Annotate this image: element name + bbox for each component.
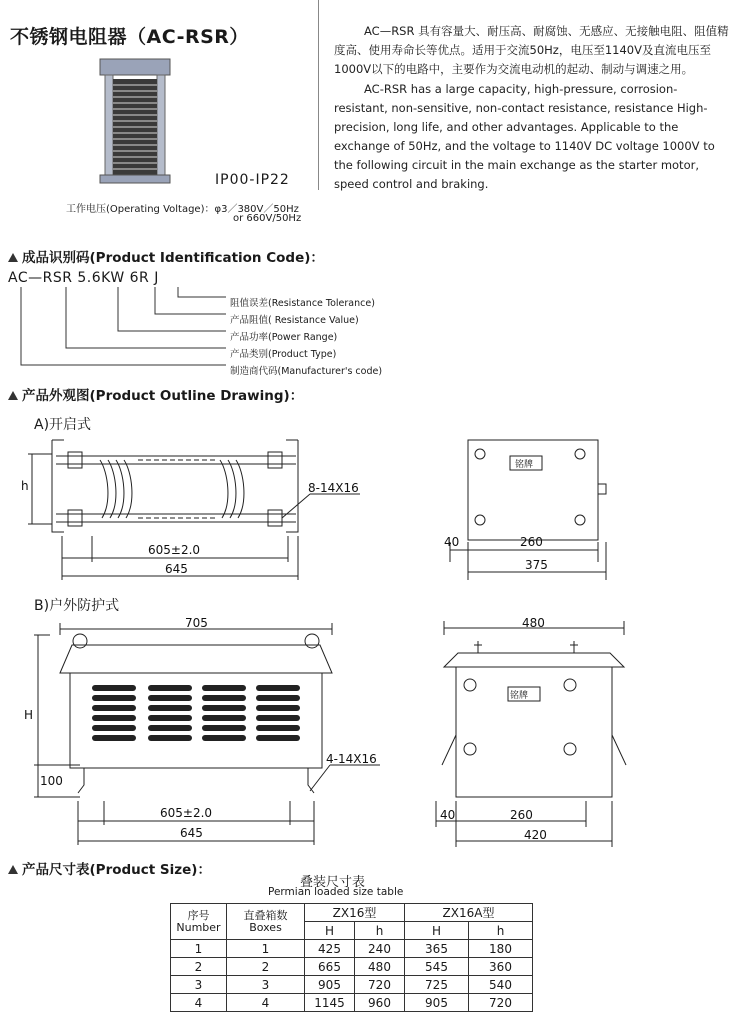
- cell: 725: [405, 976, 469, 994]
- dim-side-40-a: 40: [444, 535, 460, 549]
- label-resistance-value: 产品阻值( Resistance Value): [230, 315, 359, 326]
- table-title-en: Permian loaded size table: [268, 886, 404, 898]
- cell: 1145: [305, 994, 355, 1012]
- description-en: AC-RSR has a large capacity, high-pressure, corrosion-resistant, non-sensitive, non-contact resistance, resistance High-precision, long life, and other advantages. Applicable to the exchange of 50Hz, and the voltage to 1140V DC voltage 1000V to the following circuit in the main exchange as the starter motor, speed control and braking.: [334, 82, 715, 191]
- page-title: 不锈钢电阻器（AC-RSR）: [10, 26, 249, 48]
- dim-side-40-b: 40: [440, 808, 456, 822]
- table-row: [171, 958, 533, 976]
- dim-hole-b: 4-14X16: [326, 752, 377, 766]
- dim-side-260-b: 260: [510, 808, 533, 822]
- header-boxes: 直叠箱数 Boxes: [227, 904, 305, 940]
- cell: 180: [469, 940, 533, 958]
- cell: 4: [227, 994, 305, 1012]
- label-manufacturer-code: 制造商代码(Manufacturer's code): [230, 366, 383, 377]
- dim-h: h: [21, 479, 29, 493]
- cell: 365: [405, 940, 469, 958]
- cell: 360: [469, 958, 533, 976]
- header-h-zx16a: h: [469, 922, 533, 940]
- cell: 905: [305, 976, 355, 994]
- dim-outer-a: 645: [165, 562, 188, 576]
- dim-H: H: [24, 708, 34, 722]
- cell: 1: [227, 940, 305, 958]
- type-b-side-drawing: [430, 615, 630, 850]
- cell: 720: [355, 976, 405, 994]
- triangle-bullet-icon: [8, 865, 18, 874]
- type-b-front-drawing: [20, 615, 390, 850]
- cell: 4: [171, 994, 227, 1012]
- cell: 240: [355, 940, 405, 958]
- product-photo: [95, 55, 175, 185]
- cell: 425: [305, 940, 355, 958]
- cell: 1: [171, 940, 227, 958]
- description-cn: AC—RSR 具有容量大、耐压高、耐腐蚀、无感应、无接触电阻、阻值精度高、使用寿命长等优点。适用于交流50Hz，电压至1140V及直流电压至1000V以下的电路中，主要作为交流电动机的起动、制动与调速之用。: [334, 24, 729, 76]
- cell: 2: [227, 958, 305, 976]
- dim-outer-b: 645: [180, 826, 203, 840]
- header-divider: [318, 0, 319, 190]
- label-power-range: 产品功率(Power Range): [230, 332, 338, 343]
- header-zx16: ZX16型: [305, 904, 405, 922]
- protection-rating: IP00-IP22: [215, 172, 290, 188]
- triangle-bullet-icon: [8, 391, 18, 400]
- label-resistance-tolerance: 阻值误差(Resistance Tolerance): [230, 298, 375, 309]
- triangle-bullet-icon: [8, 253, 18, 262]
- cell: 545: [405, 958, 469, 976]
- identification-code: AC—RSR 5.6KW 6R J: [8, 270, 159, 286]
- type-a-front-drawing: [20, 432, 380, 582]
- nameplate-a: 铭牌: [515, 460, 534, 470]
- dim-side-260-a: 260: [520, 535, 543, 549]
- type-b-label: B)户外防护式: [34, 598, 120, 614]
- dim-inner-a: 605±2.0: [148, 543, 201, 557]
- header-number: 序号 Number: [171, 904, 227, 940]
- dim-inner-b: 605±2.0: [160, 806, 213, 820]
- dim-top-705: 705: [185, 616, 208, 630]
- header-H-zx16a: H: [405, 922, 469, 940]
- label-product-type: 产品类别(Product Type): [230, 349, 337, 360]
- type-a-side-drawing: [430, 432, 620, 582]
- header-H-zx16: H: [305, 922, 355, 940]
- dim-100: 100: [40, 774, 63, 788]
- dim-hole-a: 8-14X16: [308, 481, 359, 495]
- dim-side-375-a: 375: [525, 558, 548, 572]
- size-table: [170, 903, 533, 1012]
- operating-voltage-alt: or 660V/50Hz: [233, 213, 302, 224]
- dim-side-420: 420: [524, 828, 547, 842]
- cell: 2: [171, 958, 227, 976]
- cell: 720: [469, 994, 533, 1012]
- header-zx16a: ZX16A型: [405, 904, 533, 922]
- cell: 3: [227, 976, 305, 994]
- cell: 3: [171, 976, 227, 994]
- operating-voltage: 工作电压(Operating Voltage)：φ3／380V／50Hz: [66, 204, 299, 215]
- table-row: [171, 976, 533, 994]
- table-title-cn: 叠装尺寸表: [300, 875, 366, 890]
- table-row: [171, 940, 533, 958]
- cell: 540: [469, 976, 533, 994]
- nameplate-b: 铭牌: [510, 691, 529, 701]
- table-row: [171, 994, 533, 1012]
- dim-side-480: 480: [522, 616, 545, 630]
- section-size-heading: 产品尺寸表(Product Size)：: [8, 858, 211, 878]
- type-a-label: A)开启式: [34, 417, 92, 433]
- cell: 960: [355, 994, 405, 1012]
- section-identification-heading: 成品识别码(Product Identification Code)：: [8, 246, 324, 266]
- section-outline-heading: 产品外观图(Product Outline Drawing)：: [8, 384, 303, 404]
- cell: 665: [305, 958, 355, 976]
- cell: 905: [405, 994, 469, 1012]
- cell: 480: [355, 958, 405, 976]
- header-h-zx16: h: [355, 922, 405, 940]
